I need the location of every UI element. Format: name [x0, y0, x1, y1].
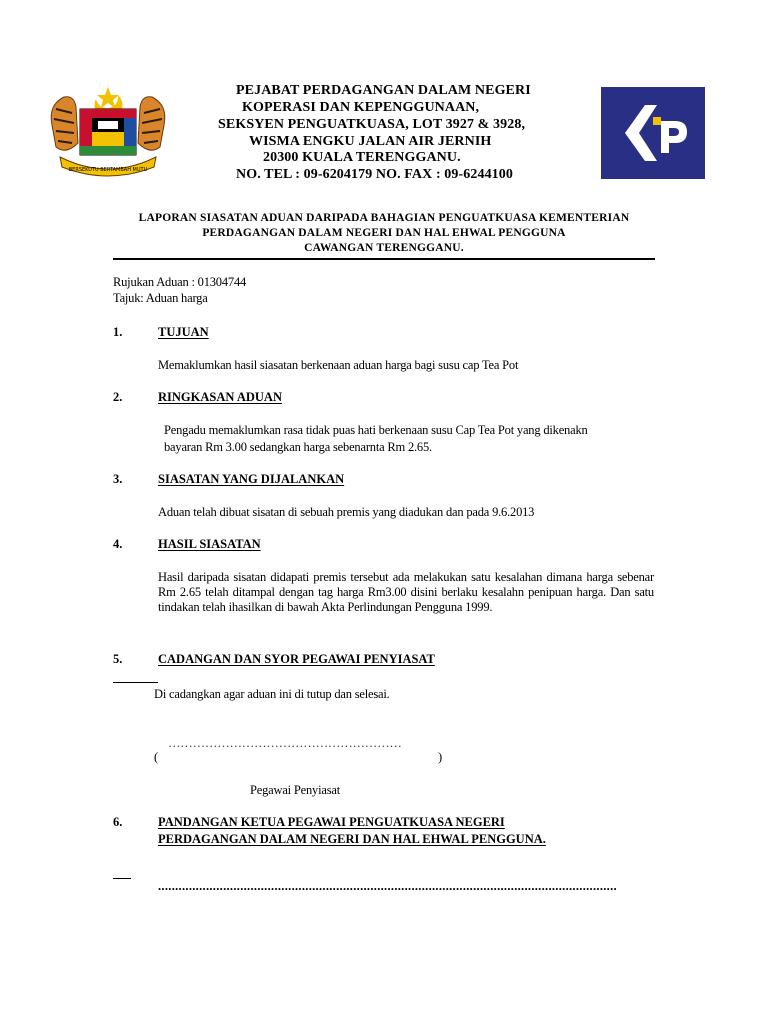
section-3-number: 3.	[113, 472, 123, 486]
section-5-body: Di cadangkan agar aduan ini di tutup dan selesai.	[154, 687, 390, 701]
signature-dots: …………………………………………………	[168, 736, 402, 750]
section-5-number: 5.	[113, 652, 123, 666]
section-3-body: Aduan telah dibuat sisatan di sebuah premis yang diadukan dan pada 9.6.2013	[158, 505, 535, 519]
report-title-line-1: LAPORAN SIASATAN ADUAN DARIPADA BAHAGIAN PENGUATKUASA KEMENTERIAN	[138, 212, 630, 224]
section-2-heading: RINGKASAN ADUAN	[158, 390, 282, 404]
office-dept-line: KOPERASI DAN KEPENGGUNAAN,	[242, 100, 480, 115]
section-5-dash	[113, 682, 158, 683]
section-6-heading-line-2: PERDAGANGAN DALAM NEGERI DAN HAL EHWAL PENGGUNA.	[158, 832, 546, 846]
section-1-body: Memaklumkan hasil siasatan berkenaan aduan harga bagi susu cap Tea Pot	[158, 358, 519, 372]
investigator-role: Pegawai Penyiasat	[250, 783, 340, 797]
office-section-line: SEKSYEN PENGUATKUASA, LOT 3927 & 3928,	[218, 117, 526, 132]
kpdnkk-logo-icon	[601, 87, 705, 179]
section-3-heading: SIASATAN YANG DIJALANKAN	[158, 472, 345, 486]
signature-open-paren: (	[154, 750, 158, 764]
section-6-dash	[113, 878, 131, 879]
section-2-body-line-1: Pengadu memaklumkan rasa tidak puas hati berkenaan susu Cap Tea Pot yang dikenakn	[164, 423, 588, 437]
section-6-dotted-line: ......................................................................................................................................	[158, 879, 617, 893]
office-name-line: PEJABAT PERDAGANGAN DALAM NEGERI	[236, 83, 531, 98]
section-2-number: 2.	[113, 390, 123, 404]
section-4-number: 4.	[113, 537, 123, 551]
section-5-heading: CADANGAN DAN SYOR PEGAWAI PENYIASAT	[158, 652, 435, 666]
svg-text:BERSEKUTU BERTAMBAH MUTU: BERSEKUTU BERTAMBAH MUTU	[68, 167, 148, 173]
complaint-reference: Rujukan Aduan : 01304744	[113, 275, 247, 289]
section-1-number: 1.	[113, 325, 123, 339]
section-1-heading: TUJUAN	[158, 325, 209, 339]
title-divider	[113, 258, 655, 260]
office-street-line: WISMA ENGKU JALAN AIR JERNIH	[249, 134, 492, 149]
report-title-line-3: CAWANGAN TERENGGANU.	[304, 242, 464, 254]
section-4-heading: HASIL SIASATAN	[158, 537, 261, 551]
report-title-line-2: PERDAGANGAN DALAM NEGERI DAN HAL EHWAL PENGGUNA	[202, 227, 566, 239]
section-6-heading-line-1: PANDANGAN KETUA PEGAWAI PENGUATKUASA NEGERI	[158, 815, 505, 829]
signature-close-paren: )	[438, 750, 442, 764]
section-6-number: 6.	[113, 815, 123, 829]
section-4-body: Hasil daripada sisatan didapati premis tersebut ada melakukan satu kesalahan dimana harga sebenar Rm 2.65 telah ditampal dengan tag harga Rm3.00 disini berlaku kesalahn penipuan harga. Dan satu tindakan telah ihasilkan di bawah Akta Perlindungan Pengguna 1999.	[158, 570, 654, 614]
office-phone-line: NO. TEL : 09-6204179 NO. FAX : 09-6244100	[236, 167, 513, 182]
section-2-body-line-2: bayaran Rm 3.00 sedangkan harga sebenarnta Rm 2.65.	[164, 440, 432, 454]
coat-of-arms-icon	[46, 85, 170, 181]
complaint-subject: Tajuk: Aduan harga	[113, 291, 208, 305]
office-postcode-line: 20300 KUALA TERENGGANU.	[263, 150, 461, 165]
